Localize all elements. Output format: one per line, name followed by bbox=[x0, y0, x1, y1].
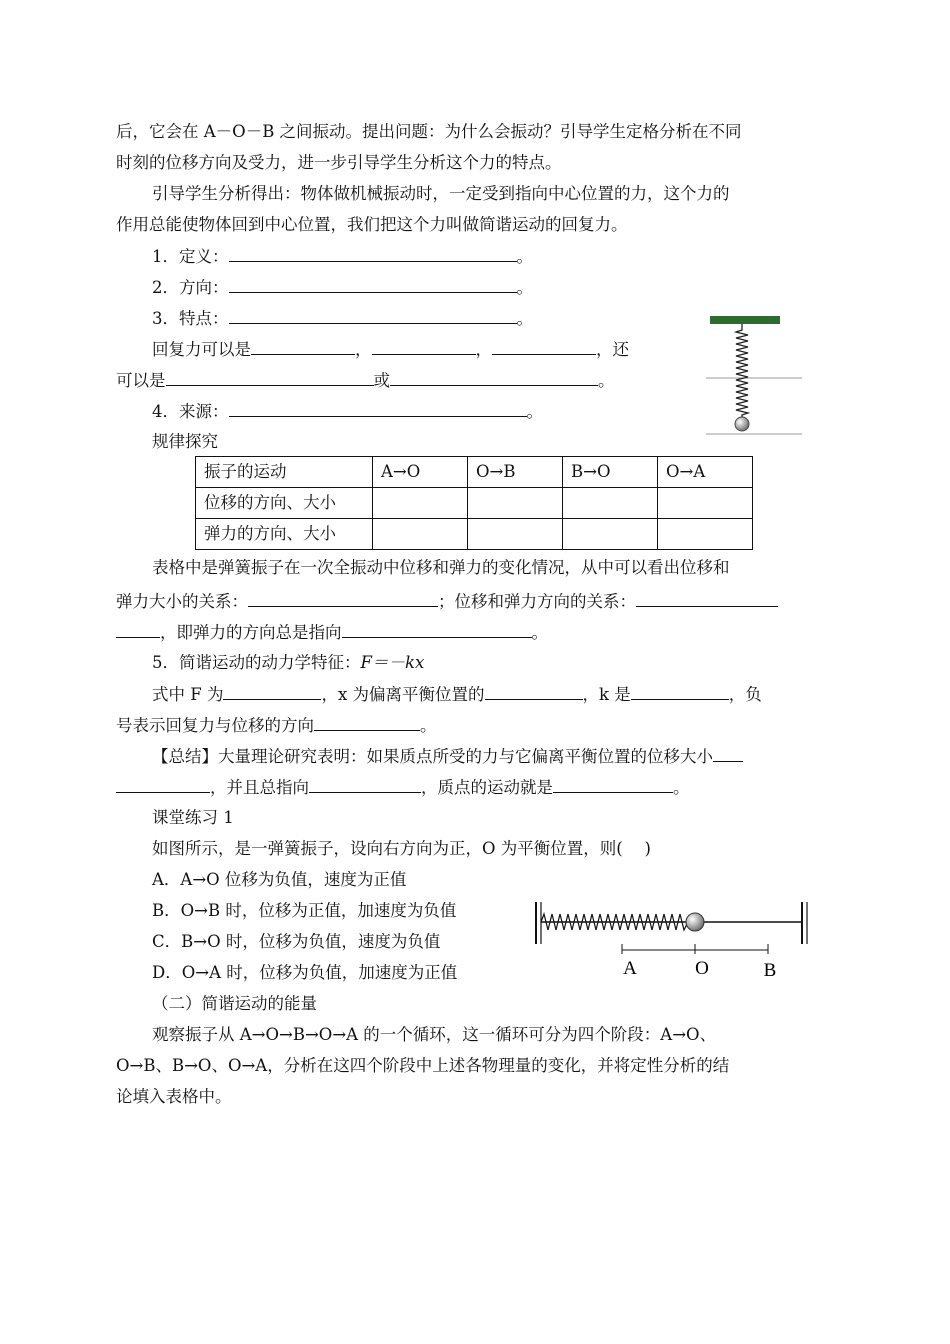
blank-line[interactable] bbox=[229, 399, 527, 417]
spring bbox=[736, 324, 748, 420]
ball bbox=[735, 417, 749, 431]
text-line: O→B、B→O、O→A，分析在这四个阶段中上述各物理量的变化，并将定性分析的结 bbox=[116, 1056, 730, 1075]
relation-line-2: ，即弹力的方向总是指向 。 bbox=[116, 620, 548, 645]
table-header-cell: 振子的运动 bbox=[196, 457, 373, 488]
option-a[interactable]: A．A→O 位移为负值，速度为正值 bbox=[152, 870, 407, 889]
text-line: 引导学生分析得出：物体做机械振动时，一定受到指向中心位置的力，这个力的 bbox=[152, 184, 730, 203]
table-cell[interactable] bbox=[373, 519, 468, 550]
table-header-cell: B→O bbox=[563, 457, 658, 488]
text-line: 论填入表格中。 bbox=[116, 1087, 232, 1106]
table-row bbox=[196, 519, 753, 550]
table-cell[interactable] bbox=[563, 488, 658, 519]
blank-line[interactable] bbox=[492, 337, 596, 355]
blank-line[interactable] bbox=[166, 368, 374, 386]
blank-line[interactable] bbox=[309, 775, 421, 793]
blank-line[interactable] bbox=[223, 682, 321, 700]
text-line: 后，它会在 A－O－B 之间振动。提出问题：为什么会振动？引导学生定格分析在不同 bbox=[116, 122, 742, 141]
table-cell[interactable] bbox=[658, 488, 753, 519]
option-c[interactable]: C．B→O 时，位移为负值，速度为负值 bbox=[152, 932, 441, 951]
blank-line[interactable] bbox=[116, 775, 210, 793]
blank-line[interactable] bbox=[229, 244, 517, 262]
summary-line: 【总结】大量理论研究表明：如果质点所受的力与它偏离平衡位置的位移大小 bbox=[152, 744, 743, 769]
text-line: 表格中是弹簧振子在一次全振动中位移和弹力的变化情况，从中可以看出位移和 bbox=[152, 558, 730, 577]
horizontal-spring-figure bbox=[530, 896, 814, 982]
table-cell[interactable] bbox=[468, 519, 563, 550]
summary-line-2: ，并且总指向 ，质点的运动就是 。 bbox=[116, 775, 690, 800]
blank-line[interactable] bbox=[485, 682, 583, 700]
direction-item: 2．方向： 。 bbox=[152, 275, 533, 300]
option-b[interactable]: B．O→B 时，位移为正值，加速度为负值 bbox=[152, 901, 457, 920]
equation-explain-line: 式中 F 为 ，x 为偏离平衡位置的 ，k 是 ，负 bbox=[152, 682, 762, 707]
ball bbox=[686, 913, 704, 931]
text-line: 时刻的位移方向及受力，进一步引导学生分析这个力的特点。 bbox=[116, 153, 562, 172]
option-d[interactable]: D．O→A 时，位移为负值，加速度为正值 bbox=[152, 963, 458, 982]
table-header-cell: O→A bbox=[658, 457, 753, 488]
source-item: 4．来源： 。 bbox=[152, 399, 543, 424]
definition-item: 1．定义： 。 bbox=[152, 244, 533, 269]
blank-line[interactable] bbox=[372, 337, 476, 355]
text-line: 作用总能使物体回到中心位置，我们把这个力叫做简谐运动的回复力。 bbox=[116, 215, 628, 234]
table-cell[interactable] bbox=[658, 519, 753, 550]
table-row bbox=[196, 457, 753, 488]
text-line: 观察振子从 A→O→B→O→A 的一个循环，这一循环可分为四个阶段：A→O、 bbox=[152, 1025, 717, 1044]
blank-line[interactable] bbox=[116, 620, 160, 638]
blank-line[interactable] bbox=[251, 337, 355, 355]
table-header-cell: O→B bbox=[468, 457, 563, 488]
blank-line[interactable] bbox=[314, 713, 420, 731]
relation-line: 弹力大小的关系： ；位移和弹力方向的关系： bbox=[116, 589, 778, 614]
restore-force-line-2: 可以是 或 。 bbox=[116, 368, 615, 393]
table-cell[interactable] bbox=[373, 488, 468, 519]
restore-force-line: 回复力可以是 ， ， ，还 bbox=[152, 337, 629, 362]
table-row-label: 位移的方向、大小 bbox=[196, 488, 373, 519]
blank-line[interactable] bbox=[229, 275, 517, 293]
table-cell[interactable] bbox=[468, 488, 563, 519]
table-row bbox=[196, 488, 753, 519]
exercise-title: 课堂练习 1 bbox=[152, 808, 234, 827]
label-a: A bbox=[623, 958, 637, 979]
blank-line[interactable] bbox=[229, 306, 517, 324]
section-title: （二）简谐运动的能量 bbox=[152, 994, 317, 1013]
blank-line[interactable] bbox=[390, 368, 598, 386]
exercise-question: 如图所示，是一弹簧振子，设向右方向为正，O 为平衡位置，则( ) bbox=[152, 839, 651, 858]
table-cell[interactable] bbox=[563, 519, 658, 550]
section-title: 规律探究 bbox=[152, 432, 218, 451]
blank-line[interactable] bbox=[636, 589, 778, 607]
label-o: O bbox=[695, 958, 709, 979]
rule-table bbox=[195, 456, 753, 550]
blank-line[interactable] bbox=[631, 682, 729, 700]
blank-line[interactable] bbox=[553, 775, 673, 793]
table-header-cell: A→O bbox=[373, 457, 468, 488]
label-b: B bbox=[763, 960, 777, 981]
dynamics-line: 5．简谐运动的动力学特征：F＝－kx bbox=[152, 653, 425, 672]
blank-line[interactable] bbox=[713, 744, 743, 762]
blank-line[interactable] bbox=[342, 620, 532, 638]
blank-line[interactable] bbox=[248, 589, 438, 607]
vertical-spring-figure bbox=[704, 312, 808, 440]
feature-item: 3．特点： 。 bbox=[152, 306, 533, 331]
equation-explain-line-2: 号表示回复力与位移的方向 。 bbox=[116, 713, 437, 738]
table-row-label: 弹力的方向、大小 bbox=[196, 519, 373, 550]
ceiling-bar bbox=[710, 316, 780, 324]
